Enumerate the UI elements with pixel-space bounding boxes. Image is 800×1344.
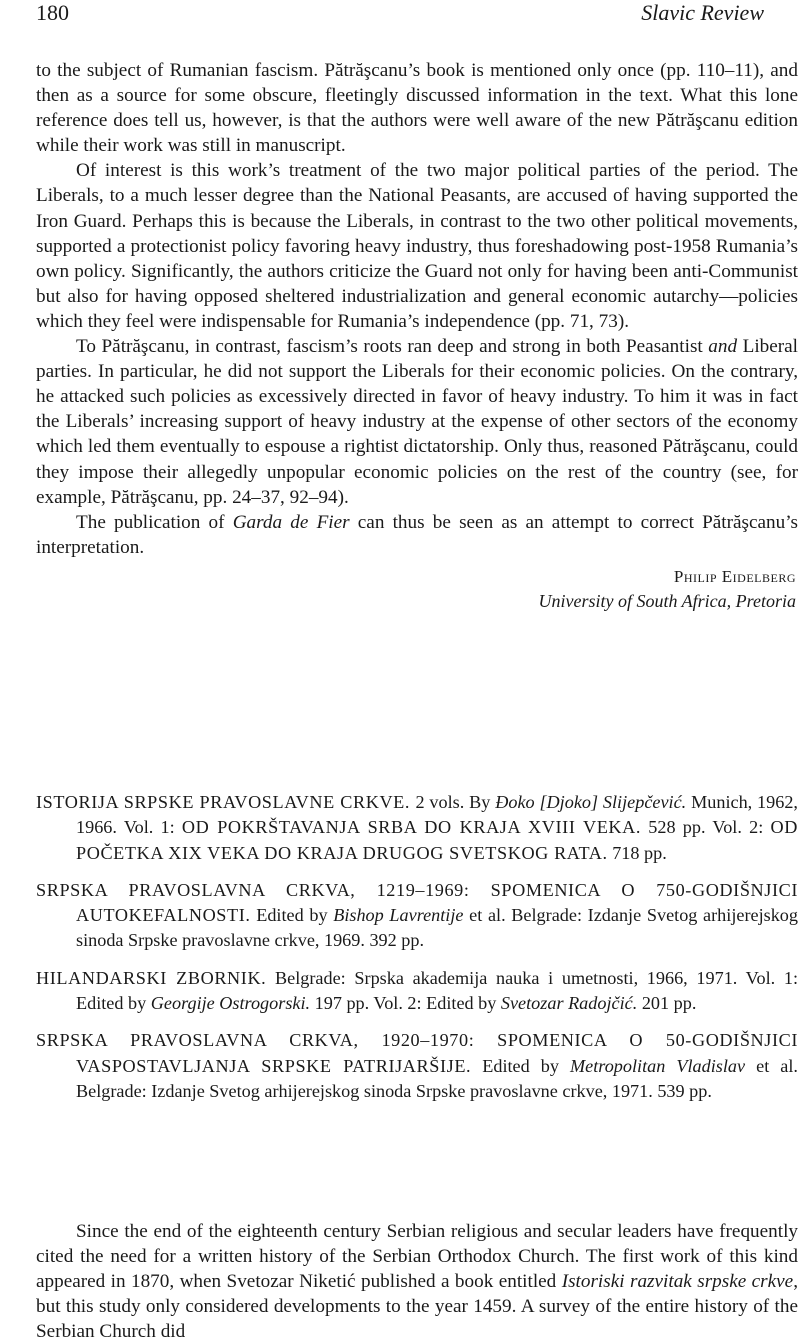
- author-affiliation: University of South Africa, Pretoria: [538, 590, 796, 611]
- paragraph-4-text-b: can thus be seen as an attempt to correct Pătrăşcanu’s interpretation.: [36, 511, 798, 558]
- entry-segment-normal: Edited by: [250, 905, 334, 926]
- review-text-b: , but this study only considered developments to the year 1459. A survey of the entire history of the Serbian Church did: [36, 1271, 798, 1343]
- entry-segment-italic: Bishop Lavrentije: [333, 905, 464, 926]
- entry-segment-italic: Metropolitan Vladislav: [570, 1055, 746, 1076]
- entry-segment-italic: Đoko [Djoko] Slijepčević.: [495, 792, 687, 812]
- entry-segment-caps: SRPSKA PRAVOSLAVNA CRKVA, 1219–1969: SPOMENICA O 750-GODIŠNJICI AUTOKEFALNOSTI.: [36, 879, 798, 926]
- paragraph-3-emphasis: and: [708, 336, 738, 358]
- article-body: [36, 58, 798, 614]
- paragraph-1: to the subject of Rumanian fascism. Pătrăşcanu’s book is mentioned only once (pp. 110–11), and then as a source for some obscure, fleetingly discussed information in the text. What this lone reference does tell us, however, is that the authors were well aware of the new Pătrăşcanu edition while their work was still in manuscript.: [36, 60, 798, 157]
- entry-segment-normal: Edited by: [471, 1055, 571, 1076]
- bibliographic-entries: [36, 790, 798, 1116]
- entry-segment-normal: 197 pp. Vol. 2: Edited by: [310, 993, 501, 1014]
- paragraph-3: [36, 334, 798, 510]
- journal-title: Slavic Review: [641, 0, 764, 25]
- entry-segment-normal: 201 pp.: [637, 993, 697, 1014]
- entry-segment-caps: OD POČETKA XIX VEKA DO KRAJA DRUGOG SVETSKOG RATA.: [76, 817, 798, 863]
- entry-segment-italic: Svetozar Radojčić.: [500, 993, 638, 1014]
- bibliographic-entry: [36, 878, 798, 954]
- entry-segment-caps: HILANDARSKI ZBORNIK.: [36, 967, 267, 988]
- signature-block: [36, 564, 798, 614]
- paragraph-4-title: Garda de Fier: [232, 511, 350, 533]
- entry-segment-italic: Georgije Ostrogorski.: [150, 993, 311, 1014]
- entry-segment-normal: et al. Belgrade: Izdanje Svetog arhijerejskog sinoda Srpske pravoslavne crkve, 1969. 392 pp.: [76, 905, 798, 951]
- author-name: Philip Eidelberg: [673, 566, 796, 586]
- review-cited-title: Istoriski razvitak srpske crkve: [561, 1271, 794, 1293]
- paragraph-3-text-a: To Pătrăşcanu, in contrast, fascism’s roots ran deep and strong in both Peasantist: [76, 336, 709, 358]
- entry-segment-normal: 718 pp.: [607, 842, 667, 863]
- bibliographic-entry: [36, 966, 798, 1017]
- entry-segment-normal: Belgrade: Srpska akademija nauka i umetnosti, 1966, 1971. Vol. 1: Edited by: [76, 967, 798, 1014]
- entry-segment-normal: 528 pp. Vol. 2:: [641, 817, 771, 838]
- review-body: [36, 1219, 798, 1344]
- entry-segment-caps: SRPSKA PRAVOSLAVNA CRKVA, 1920–1970: SPOMENICA O 50-GODIŠNJICI VASPOSTAVLJANJA SRPSKE PATRIJARŠIJE.: [36, 1030, 798, 1076]
- entry-segment-normal: et al. Belgrade: Izdanje Svetog arhijerejskog sinoda Srpske pravoslavne crkve, 1971. 539 pp.: [76, 1055, 798, 1101]
- paragraph-3-text-b: Liberal parties. In particular, he did not support the Liberals for their economic policies. On the contrary, he attacked such policies as excessively directed in favor of heavy industry. To him it was in fact the Liberals’ increasing support of heavy industry at the expense of other sectors of the economy which led them eventually to espouse a rightist dictatorship. Only thus, reasoned Pătrăşcanu, could they impose their allegedly unpopular economic policies on the rest of the country (see, for example, Pătrăşcanu, pp. 24–37, 92–94).: [36, 336, 798, 508]
- paragraph-4: [36, 510, 798, 560]
- running-header: [36, 0, 764, 30]
- entry-segment-caps: ISTORIJA SRPSKE PRAVOSLAVNE CRKVE.: [36, 792, 416, 812]
- entry-segment-normal: Munich, 1962, 1966. Vol. 1:: [76, 792, 798, 838]
- entry-segment-caps: OD POKRŠTAVANJA SRBA DO KRAJA XVIII VEKA.: [181, 817, 642, 838]
- bibliographic-entry: [36, 790, 798, 866]
- paragraph-2: Of interest is this work’s treatment of the two major political parties of the period. The Liberals, to a much lesser degree than the National Peasants, are accused of having supported the Iron Guard. Perhaps this is because the Liberals, in contrast to the two other political movements, supported a protectionist policy favoring heavy industry, thus foreshadowing post-1958 Rumania’s own policy. Significantly, the authors criticize the Guard not only for having been anti-Communist but also for having opposed sheltered industrialization and general economic autarchy—policies which they feel were indispensable for Rumania’s independence (pp. 71, 73).: [36, 160, 798, 332]
- entry-segment-normal: 2 vols. By: [415, 792, 496, 812]
- review-text-a: Since the end of the eighteenth century Serbian religious and secular leaders have frequently cited the need for a written history of the Serbian Orthodox Church. The first work of this kind appeared in 1870, when Svetozar Niketić published a book entitled: [36, 1221, 798, 1293]
- bibliographic-entry: [36, 1028, 798, 1104]
- page-number: 180: [36, 0, 69, 25]
- paragraph-4-text-a: The publication of: [76, 511, 233, 533]
- review-paragraph-1: [36, 1219, 798, 1344]
